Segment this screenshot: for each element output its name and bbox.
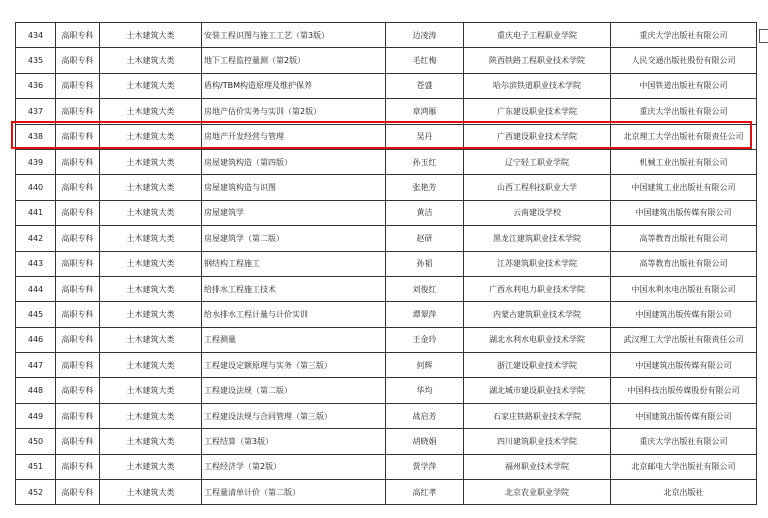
cell-author: 吴丹	[386, 124, 464, 149]
cell-author: 孙韬	[386, 251, 464, 276]
cell-publisher: 中国建筑出版传媒有限公司	[611, 353, 757, 378]
table-row	[16, 73, 757, 98]
cell-level: 高职专科	[56, 403, 100, 428]
cell-level: 高职专科	[56, 73, 100, 98]
cell-school: 云南建设学校	[464, 200, 611, 225]
cell-author: 贾学萍	[386, 454, 464, 479]
cell-level: 高职专科	[56, 276, 100, 301]
cell-publisher: 中国建筑工业出版社有限公司	[611, 175, 757, 200]
cell-number: 447	[16, 353, 56, 378]
cell-level: 高职专科	[56, 429, 100, 454]
cell-school: 江苏建筑职业技术学院	[464, 251, 611, 276]
table-row	[16, 480, 757, 505]
cell-number: 442	[16, 226, 56, 251]
cell-number: 439	[16, 149, 56, 174]
cell-title: 工程量清单计价（第二版）	[202, 480, 386, 505]
cell-title: 给水排水工程计量与计价实训	[202, 302, 386, 327]
cell-publisher: 北京邮电大学出版社有限公司	[611, 454, 757, 479]
table-row	[16, 226, 757, 251]
cell-publisher: 重庆大学出版社有限公司	[611, 429, 757, 454]
cell-school: 重庆电子工程职业学院	[464, 23, 611, 48]
table-row	[16, 276, 757, 301]
table-row	[16, 99, 757, 124]
cell-level: 高职专科	[56, 175, 100, 200]
cell-title: 工程建设法规与合同管理（第三版）	[202, 403, 386, 428]
cell-number: 446	[16, 327, 56, 352]
cell-category: 土木建筑大类	[100, 327, 202, 352]
table-row	[16, 251, 757, 276]
cell-author: 王金玲	[386, 327, 464, 352]
cell-category: 土木建筑大类	[100, 200, 202, 225]
cell-level: 高职专科	[56, 124, 100, 149]
cell-number: 452	[16, 480, 56, 505]
cell-category: 土木建筑大类	[100, 403, 202, 428]
cell-publisher: 中国科技出版传媒股份有限公司	[611, 378, 757, 403]
cell-level: 高职专科	[56, 48, 100, 73]
table-row	[16, 378, 757, 403]
table-row	[16, 327, 757, 352]
cell-number: 445	[16, 302, 56, 327]
cell-title: 房地产开发经营与管理	[202, 124, 386, 149]
cell-title: 房地产估价实务与实训（第2版）	[202, 99, 386, 124]
cell-author: 谭翠萍	[386, 302, 464, 327]
cell-school: 北京农业职业学院	[464, 480, 611, 505]
cell-publisher: 高等教育出版社有限公司	[611, 251, 757, 276]
cell-school: 石家庄铁路职业技术学院	[464, 403, 611, 428]
cell-number: 441	[16, 200, 56, 225]
cell-school: 黑龙江建筑职业技术学院	[464, 226, 611, 251]
cell-school: 福州职业技术学院	[464, 454, 611, 479]
cell-category: 土木建筑大类	[100, 48, 202, 73]
cell-school: 广东建设职业技术学院	[464, 99, 611, 124]
cell-number: 444	[16, 276, 56, 301]
cell-school: 山西工程科技职业大学	[464, 175, 611, 200]
cell-school: 辽宁轻工职业学院	[464, 149, 611, 174]
cell-author: 刘俊红	[386, 276, 464, 301]
cell-title: 工程结算（第3版）	[202, 429, 386, 454]
cell-publisher: 机械工业出版社有限公司	[611, 149, 757, 174]
cell-publisher: 中国水利水电出版社有限公司	[611, 276, 757, 301]
cell-publisher: 高等教育出版社有限公司	[611, 226, 757, 251]
cell-publisher: 北京出版社	[611, 480, 757, 505]
cell-publisher: 中国建筑出版传媒有限公司	[611, 403, 757, 428]
cell-title: 工程经济学（第2版）	[202, 454, 386, 479]
table-row	[16, 200, 757, 225]
table-row	[16, 149, 757, 174]
textbook-table	[15, 22, 757, 505]
cell-author: 孙玉红	[386, 149, 464, 174]
cell-level: 高职专科	[56, 200, 100, 225]
cell-number: 443	[16, 251, 56, 276]
cell-level: 高职专科	[56, 454, 100, 479]
cell-title: 工程测量	[202, 327, 386, 352]
cell-number: 448	[16, 378, 56, 403]
cell-level: 高职专科	[56, 251, 100, 276]
cell-author: 黄洁	[386, 200, 464, 225]
cell-title: 给排水工程施工技术	[202, 276, 386, 301]
cell-category: 土木建筑大类	[100, 99, 202, 124]
cell-category: 土木建筑大类	[100, 251, 202, 276]
cell-level: 高职专科	[56, 480, 100, 505]
cell-number: 449	[16, 403, 56, 428]
cell-publisher: 中国建筑出版传媒有限公司	[611, 302, 757, 327]
cell-category: 土木建筑大类	[100, 480, 202, 505]
cell-category: 土木建筑大类	[100, 276, 202, 301]
cell-author: 赵研	[386, 226, 464, 251]
cell-author: 边凌涛	[386, 23, 464, 48]
table-row	[16, 124, 757, 149]
cell-category: 土木建筑大类	[100, 73, 202, 98]
cell-school: 浙江建设职业技术学院	[464, 353, 611, 378]
cell-title: 房屋建筑学（第二版）	[202, 226, 386, 251]
cell-school: 湖北水利水电职业技术学院	[464, 327, 611, 352]
table-row	[16, 403, 757, 428]
cell-title: 盾构/TBM构造原理及维护保养	[202, 73, 386, 98]
cell-category: 土木建筑大类	[100, 23, 202, 48]
table-body	[16, 23, 757, 505]
cell-title: 工程建设法规（第二版）	[202, 378, 386, 403]
cell-publisher: 北京理工大学出版社有限责任公司	[611, 124, 757, 149]
cell-author: 战启芳	[386, 403, 464, 428]
cell-title: 房屋建筑构造（第四版）	[202, 149, 386, 174]
cell-number: 450	[16, 429, 56, 454]
cell-number: 434	[16, 23, 56, 48]
cell-title: 房屋建筑构造与识图	[202, 175, 386, 200]
cell-number: 435	[16, 48, 56, 73]
cell-title: 房屋建筑学	[202, 200, 386, 225]
cell-author: 毛红梅	[386, 48, 464, 73]
cell-author: 苍盛	[386, 73, 464, 98]
cell-level: 高职专科	[56, 327, 100, 352]
cell-level: 高职专科	[56, 99, 100, 124]
table-row	[16, 429, 757, 454]
cell-number: 440	[16, 175, 56, 200]
cell-school: 四川建筑职业技术学院	[464, 429, 611, 454]
table-row	[16, 302, 757, 327]
table-row	[16, 175, 757, 200]
cell-level: 高职专科	[56, 378, 100, 403]
cell-category: 土木建筑大类	[100, 175, 202, 200]
cell-category: 土木建筑大类	[100, 378, 202, 403]
cell-category: 土木建筑大类	[100, 124, 202, 149]
cell-level: 高职专科	[56, 23, 100, 48]
cell-number: 451	[16, 454, 56, 479]
table-row	[16, 23, 757, 48]
cell-category: 土木建筑大类	[100, 302, 202, 327]
cell-school: 湖北城市建设职业技术学院	[464, 378, 611, 403]
cell-author: 何辉	[386, 353, 464, 378]
textbook-table-wrap	[15, 22, 757, 505]
cell-publisher: 重庆大学出版社有限公司	[611, 99, 757, 124]
cell-school: 陕西铁路工程职业技术学院	[464, 48, 611, 73]
cell-category: 土木建筑大类	[100, 454, 202, 479]
cell-category: 土木建筑大类	[100, 353, 202, 378]
table-row	[16, 353, 757, 378]
cell-title: 安装工程识图与施工工艺（第3版）	[202, 23, 386, 48]
cell-publisher: 中国建筑出版传媒有限公司	[611, 200, 757, 225]
cell-number: 437	[16, 99, 56, 124]
table-row	[16, 48, 757, 73]
cell-publisher: 人民交通出版社股份有限公司	[611, 48, 757, 73]
cell-level: 高职专科	[56, 302, 100, 327]
cell-level: 高职专科	[56, 353, 100, 378]
cell-author: 张艳芳	[386, 175, 464, 200]
cell-publisher: 重庆大学出版社有限公司	[611, 23, 757, 48]
cell-school: 内蒙古建筑职业技术学院	[464, 302, 611, 327]
cell-author: 华均	[386, 378, 464, 403]
cell-level: 高职专科	[56, 226, 100, 251]
cell-category: 土木建筑大类	[100, 226, 202, 251]
cell-author: 高红孝	[386, 480, 464, 505]
cell-publisher: 中国铁道出版社有限公司	[611, 73, 757, 98]
cell-school: 广西水利电力职业技术学院	[464, 276, 611, 301]
cell-category: 土木建筑大类	[100, 429, 202, 454]
cell-title: 地下工程监控量测（第2版）	[202, 48, 386, 73]
cell-author: 胡晓娟	[386, 429, 464, 454]
cell-number: 436	[16, 73, 56, 98]
cell-school: 哈尔滨铁道职业技术学院	[464, 73, 611, 98]
cell-number: 438	[16, 124, 56, 149]
side-tab-icon[interactable]	[759, 29, 768, 43]
cell-title: 工程建设定额原理与实务（第三版）	[202, 353, 386, 378]
cell-author: 章鸿雁	[386, 99, 464, 124]
cell-level: 高职专科	[56, 149, 100, 174]
cell-school: 广西建设职业技术学院	[464, 124, 611, 149]
table-row	[16, 454, 757, 479]
cell-title: 钢结构工程施工	[202, 251, 386, 276]
cell-category: 土木建筑大类	[100, 149, 202, 174]
cell-publisher: 武汉理工大学出版社有限责任公司	[611, 327, 757, 352]
